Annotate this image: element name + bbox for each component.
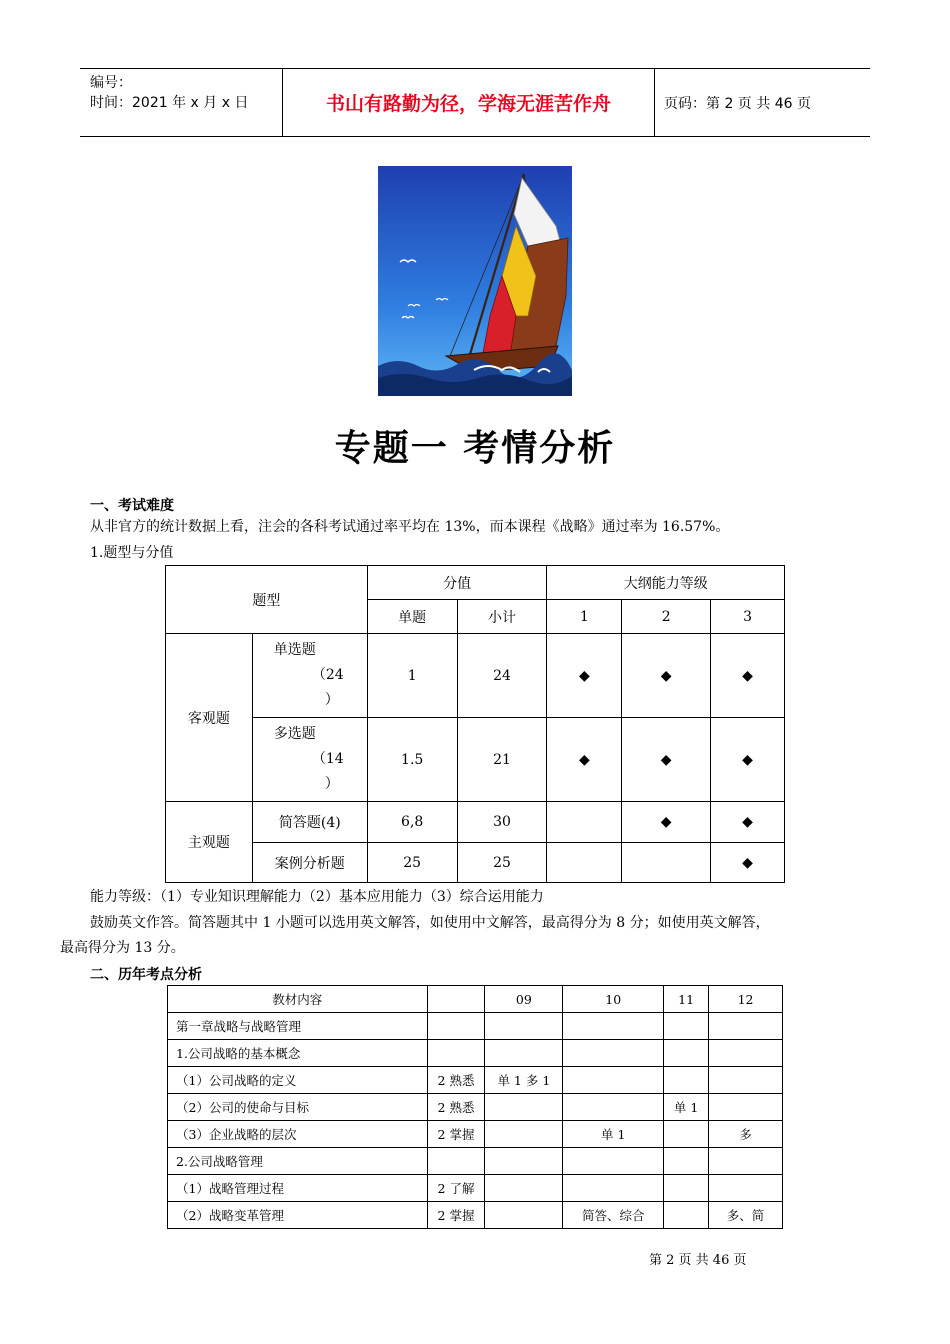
- page-header: [80, 68, 870, 137]
- section-heading-difficulty: 一、考试难度: [90, 498, 174, 514]
- short-answer-level-2: ◆: [622, 802, 711, 843]
- pass-rate-paragraph: 从非官方的统计数据上看，注会的各科考试通过率平均在 13%，而本课程《战略》通过率为 16.57%。: [90, 519, 730, 535]
- case-analysis-level-2: [622, 843, 711, 883]
- group-subjective: 主观题: [166, 802, 253, 883]
- table-cell: （2）战略变革管理: [168, 1202, 428, 1229]
- table-cell: （2）公司的使命与目标: [168, 1094, 428, 1121]
- section-heading-history: 二、历年考点分析: [90, 967, 202, 983]
- table-header-cell: 12: [709, 986, 783, 1013]
- table-cell: [709, 1175, 783, 1202]
- table-cell: [664, 1121, 709, 1148]
- table-row: [168, 1121, 783, 1148]
- table-row: [168, 1067, 783, 1094]
- table-header-cell: 11: [664, 986, 709, 1013]
- table-cell: [563, 1175, 664, 1202]
- single-choice-close: ）: [324, 692, 339, 708]
- table-cell: [563, 1040, 664, 1067]
- table-cell: 1.公司战略的基本概念: [168, 1040, 428, 1067]
- table-cell: [709, 1013, 783, 1040]
- sailboat-illustration: [378, 166, 572, 396]
- single-choice-label: 单选题: [273, 642, 316, 658]
- single-choice-score: 1: [367, 634, 457, 718]
- multi-choice-count: （14: [311, 751, 344, 767]
- short-answer-score: 6,8: [367, 802, 457, 843]
- table-cell: [709, 1094, 783, 1121]
- table-header-cell: 09: [485, 986, 563, 1013]
- single-choice-subtotal: 24: [457, 634, 547, 718]
- header-level-3: 3: [711, 600, 785, 634]
- header-single: 单题: [367, 600, 457, 634]
- case-analysis-name: 案例分析题: [252, 843, 367, 883]
- table-header-cell: 教材内容: [168, 986, 428, 1013]
- group-objective: 客观题: [166, 634, 253, 802]
- table-cell: [485, 1175, 563, 1202]
- short-answer-level-1: [547, 802, 622, 843]
- table-cell: [427, 1040, 485, 1067]
- table-cell: 单 1: [664, 1094, 709, 1121]
- table-cell: [664, 1148, 709, 1175]
- table-cell: [485, 1202, 563, 1229]
- table-cell: 单 1: [563, 1121, 664, 1148]
- header-score: 分值: [367, 566, 547, 600]
- table-cell: [485, 1094, 563, 1121]
- case-analysis-subtotal: 25: [457, 843, 547, 883]
- table-cell: [563, 1094, 664, 1121]
- table-row: [168, 1202, 783, 1229]
- table-cell: [664, 1175, 709, 1202]
- table-row: [168, 1040, 783, 1067]
- table-cell: [664, 1013, 709, 1040]
- table-row: [168, 1175, 783, 1202]
- table-cell: [709, 1067, 783, 1094]
- table-cell: [664, 1202, 709, 1229]
- single-choice-level-3: ◆: [711, 634, 785, 718]
- table-row: [168, 1094, 783, 1121]
- english-answer-note: 鼓励英文作答。简答题其中 1 小题可以选用英文解答，如使用中文解答，最高得分为 8 分；如使用英文解答，: [90, 915, 770, 931]
- header-motto: 书山有路勤为径，学海无涯苦作舟: [282, 69, 655, 136]
- ability-levels-note: 能力等级：（1）专业知识理解能力（2）基本应用能力（3）综合运用能力: [90, 889, 544, 905]
- table-cell: [563, 1067, 664, 1094]
- table-cell: [485, 1121, 563, 1148]
- exam-points-table: [167, 985, 783, 1229]
- header-type: 题型: [166, 566, 368, 634]
- table-header-row: [168, 986, 783, 1013]
- multi-choice-score: 1.5: [367, 718, 457, 802]
- table-cell: [427, 1148, 485, 1175]
- table-cell: [664, 1067, 709, 1094]
- table-cell: [664, 1040, 709, 1067]
- table-cell: [709, 1148, 783, 1175]
- single-choice-level-2: ◆: [622, 634, 711, 718]
- question-type-table: [165, 565, 785, 883]
- table-header-cell: [427, 986, 485, 1013]
- time-label: 时间：2021 年 x 月 x 日: [90, 95, 249, 111]
- page-title: 专题一 考情分析: [334, 427, 616, 469]
- short-answer-level-3: ◆: [711, 802, 785, 843]
- english-answer-note-cont: 最高得分为 13 分。: [60, 940, 185, 956]
- multi-choice-level-2: ◆: [622, 718, 711, 802]
- multi-choice-level-3: ◆: [711, 718, 785, 802]
- table-cell: 2 掌握: [427, 1121, 485, 1148]
- table-cell: [563, 1148, 664, 1175]
- multi-choice-label: 多选题: [273, 726, 316, 742]
- table-header-cell: 10: [563, 986, 664, 1013]
- table-cell: 2 掌握: [427, 1202, 485, 1229]
- multi-choice-close: ）: [324, 776, 339, 792]
- table-cell: （1）战略管理过程: [168, 1175, 428, 1202]
- table-row: [168, 1148, 783, 1175]
- header-meta: [80, 69, 282, 136]
- page-footer: 第 2 页 共 46 页: [649, 1253, 747, 1268]
- table-cell: 2 熟悉: [427, 1067, 485, 1094]
- row-multi-choice-name: [252, 718, 367, 802]
- header-level-1: 1: [547, 600, 622, 634]
- table-cell: 第一章战略与战略管理: [168, 1013, 428, 1040]
- short-answer-name: 简答题(4): [252, 802, 367, 843]
- header-level: 大纲能力等级: [547, 566, 785, 600]
- table-cell: 2 熟悉: [427, 1094, 485, 1121]
- table-cell: [563, 1013, 664, 1040]
- multi-choice-level-1: ◆: [547, 718, 622, 802]
- table-cell: 多、简: [709, 1202, 783, 1229]
- header-page-info: 页码：第 2 页 共 46 页: [664, 95, 811, 112]
- subheading-question-types: 1.题型与分值: [90, 545, 174, 561]
- table-cell: [485, 1148, 563, 1175]
- case-analysis-score: 25: [367, 843, 457, 883]
- case-analysis-level-1: [547, 843, 622, 883]
- single-choice-level-1: ◆: [547, 634, 622, 718]
- table-cell: [485, 1013, 563, 1040]
- case-analysis-level-3: ◆: [711, 843, 785, 883]
- single-choice-count: （24: [311, 667, 344, 683]
- header-level-2: 2: [622, 600, 711, 634]
- header-subtotal: 小计: [457, 600, 547, 634]
- table-cell: 多: [709, 1121, 783, 1148]
- table-cell: （3）企业战略的层次: [168, 1121, 428, 1148]
- multi-choice-subtotal: 21: [457, 718, 547, 802]
- table-cell: 单 1 多 1: [485, 1067, 563, 1094]
- row-single-choice-name: [252, 634, 367, 718]
- table-cell: [427, 1013, 485, 1040]
- table-cell: [485, 1040, 563, 1067]
- number-label: 编号：: [90, 75, 132, 91]
- table-cell: 2 了解: [427, 1175, 485, 1202]
- table-cell: [709, 1040, 783, 1067]
- table-cell: 2.公司战略管理: [168, 1148, 428, 1175]
- table-cell: （1）公司战略的定义: [168, 1067, 428, 1094]
- short-answer-subtotal: 30: [457, 802, 547, 843]
- table-row: [168, 1013, 783, 1040]
- table-cell: 简答、综合: [563, 1202, 664, 1229]
